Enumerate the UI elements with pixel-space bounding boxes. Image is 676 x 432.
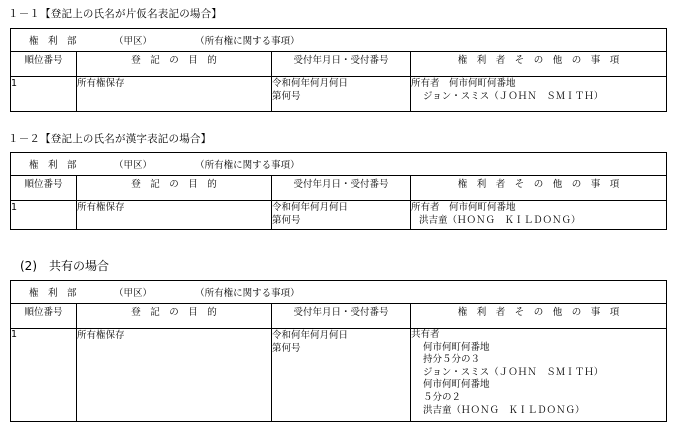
table-row <box>11 329 667 422</box>
header-rank: 順位番号 <box>11 52 77 77</box>
header-purpose: 登 記 の 目 的 <box>77 304 272 329</box>
cell-rank: 1 <box>11 201 77 230</box>
cell-date <box>272 329 411 422</box>
title-ward: （甲区） <box>114 288 153 299</box>
header-purpose: 登 記 の 目 的 <box>77 176 272 201</box>
date-line: 令和何年何月何日 <box>272 330 349 341</box>
section-heading-2: １－２【登記上の氏名が漢字表記の場合】 <box>8 133 212 145</box>
name-line: 洪吉童（ＨＯＮＧ ＫＩＬＤＯＮＧ） <box>419 215 581 226</box>
name-line: ジョン・スミス（ＪＯＨＮ ＳＭＩＴＨ） <box>423 91 604 102</box>
date-line: 令和何年何月何日 <box>272 202 349 213</box>
header-date: 受付年月日・受付番号 <box>272 52 411 77</box>
title-part: 権 利 部 <box>29 288 77 299</box>
cell-other <box>411 77 667 112</box>
title-ward: （甲区） <box>114 36 153 47</box>
date-line: 令和何年何月何日 <box>272 78 349 89</box>
table-title <box>11 281 667 304</box>
cell-date <box>272 77 411 112</box>
co-owner-label: 共有者 <box>411 329 440 340</box>
section-heading-1: １－１【登記上の氏名が片仮名表記の場合】 <box>8 8 222 20</box>
header-rank: 順位番号 <box>11 304 77 329</box>
address-line: 何市何町何番地 <box>423 379 490 391</box>
share-line: 持分５分の３ <box>423 354 481 366</box>
header-date: 受付年月日・受付番号 <box>272 176 411 201</box>
share-line: ５分の２ <box>423 391 462 403</box>
table-title <box>11 29 667 52</box>
title-scope: （所有権に関する事項） <box>195 288 300 299</box>
name-line: 洪吉童（ＨＯＮＧ ＫＩＬＤＯＮＧ） <box>423 404 585 416</box>
header-other: 権 利 者 そ の 他 の 事 項 <box>411 52 667 77</box>
title-scope: （所有権に関する事項） <box>195 160 300 171</box>
cell-other <box>411 329 667 422</box>
header-purpose: 登 記 の 目 的 <box>77 52 272 77</box>
title-part: 権 利 部 <box>29 36 77 47</box>
name-line: ジョン・スミス（ＪＯＨＮ ＳＭＩＴＨ） <box>423 366 604 378</box>
cell-purpose: 所有権保存 <box>77 201 272 230</box>
header-other: 権 利 者 そ の 他 の 事 項 <box>411 176 667 201</box>
owner-line: 所有者 何市何町何番地 <box>411 202 516 213</box>
cell-date <box>272 201 411 230</box>
header-rank: 順位番号 <box>11 176 77 201</box>
table-row <box>11 77 667 112</box>
number-line: 第何号 <box>272 91 301 102</box>
table-row <box>11 201 667 230</box>
cell-purpose: 所有権保存 <box>77 77 272 112</box>
register-table-2 <box>10 152 667 230</box>
number-line: 第何号 <box>272 343 301 354</box>
table-title <box>11 153 667 176</box>
header-date: 受付年月日・受付番号 <box>272 304 411 329</box>
title-ward: （甲区） <box>114 160 153 171</box>
section-heading-3: (2) 共有の場合 <box>20 259 109 273</box>
cell-other <box>411 201 667 230</box>
register-table-3 <box>10 280 667 422</box>
cell-purpose: 所有権保存 <box>77 329 272 422</box>
header-other: 権 利 者 そ の 他 の 事 項 <box>411 304 667 329</box>
address-line: 何市何町何番地 <box>423 341 490 353</box>
number-line: 第何号 <box>272 215 301 226</box>
register-table-1 <box>10 28 667 112</box>
cell-rank: 1 <box>11 329 77 422</box>
title-scope: （所有権に関する事項） <box>195 36 300 47</box>
owner-line: 所有者 何市何町何番地 <box>411 78 516 89</box>
cell-rank: 1 <box>11 77 77 112</box>
title-part: 権 利 部 <box>29 160 77 171</box>
